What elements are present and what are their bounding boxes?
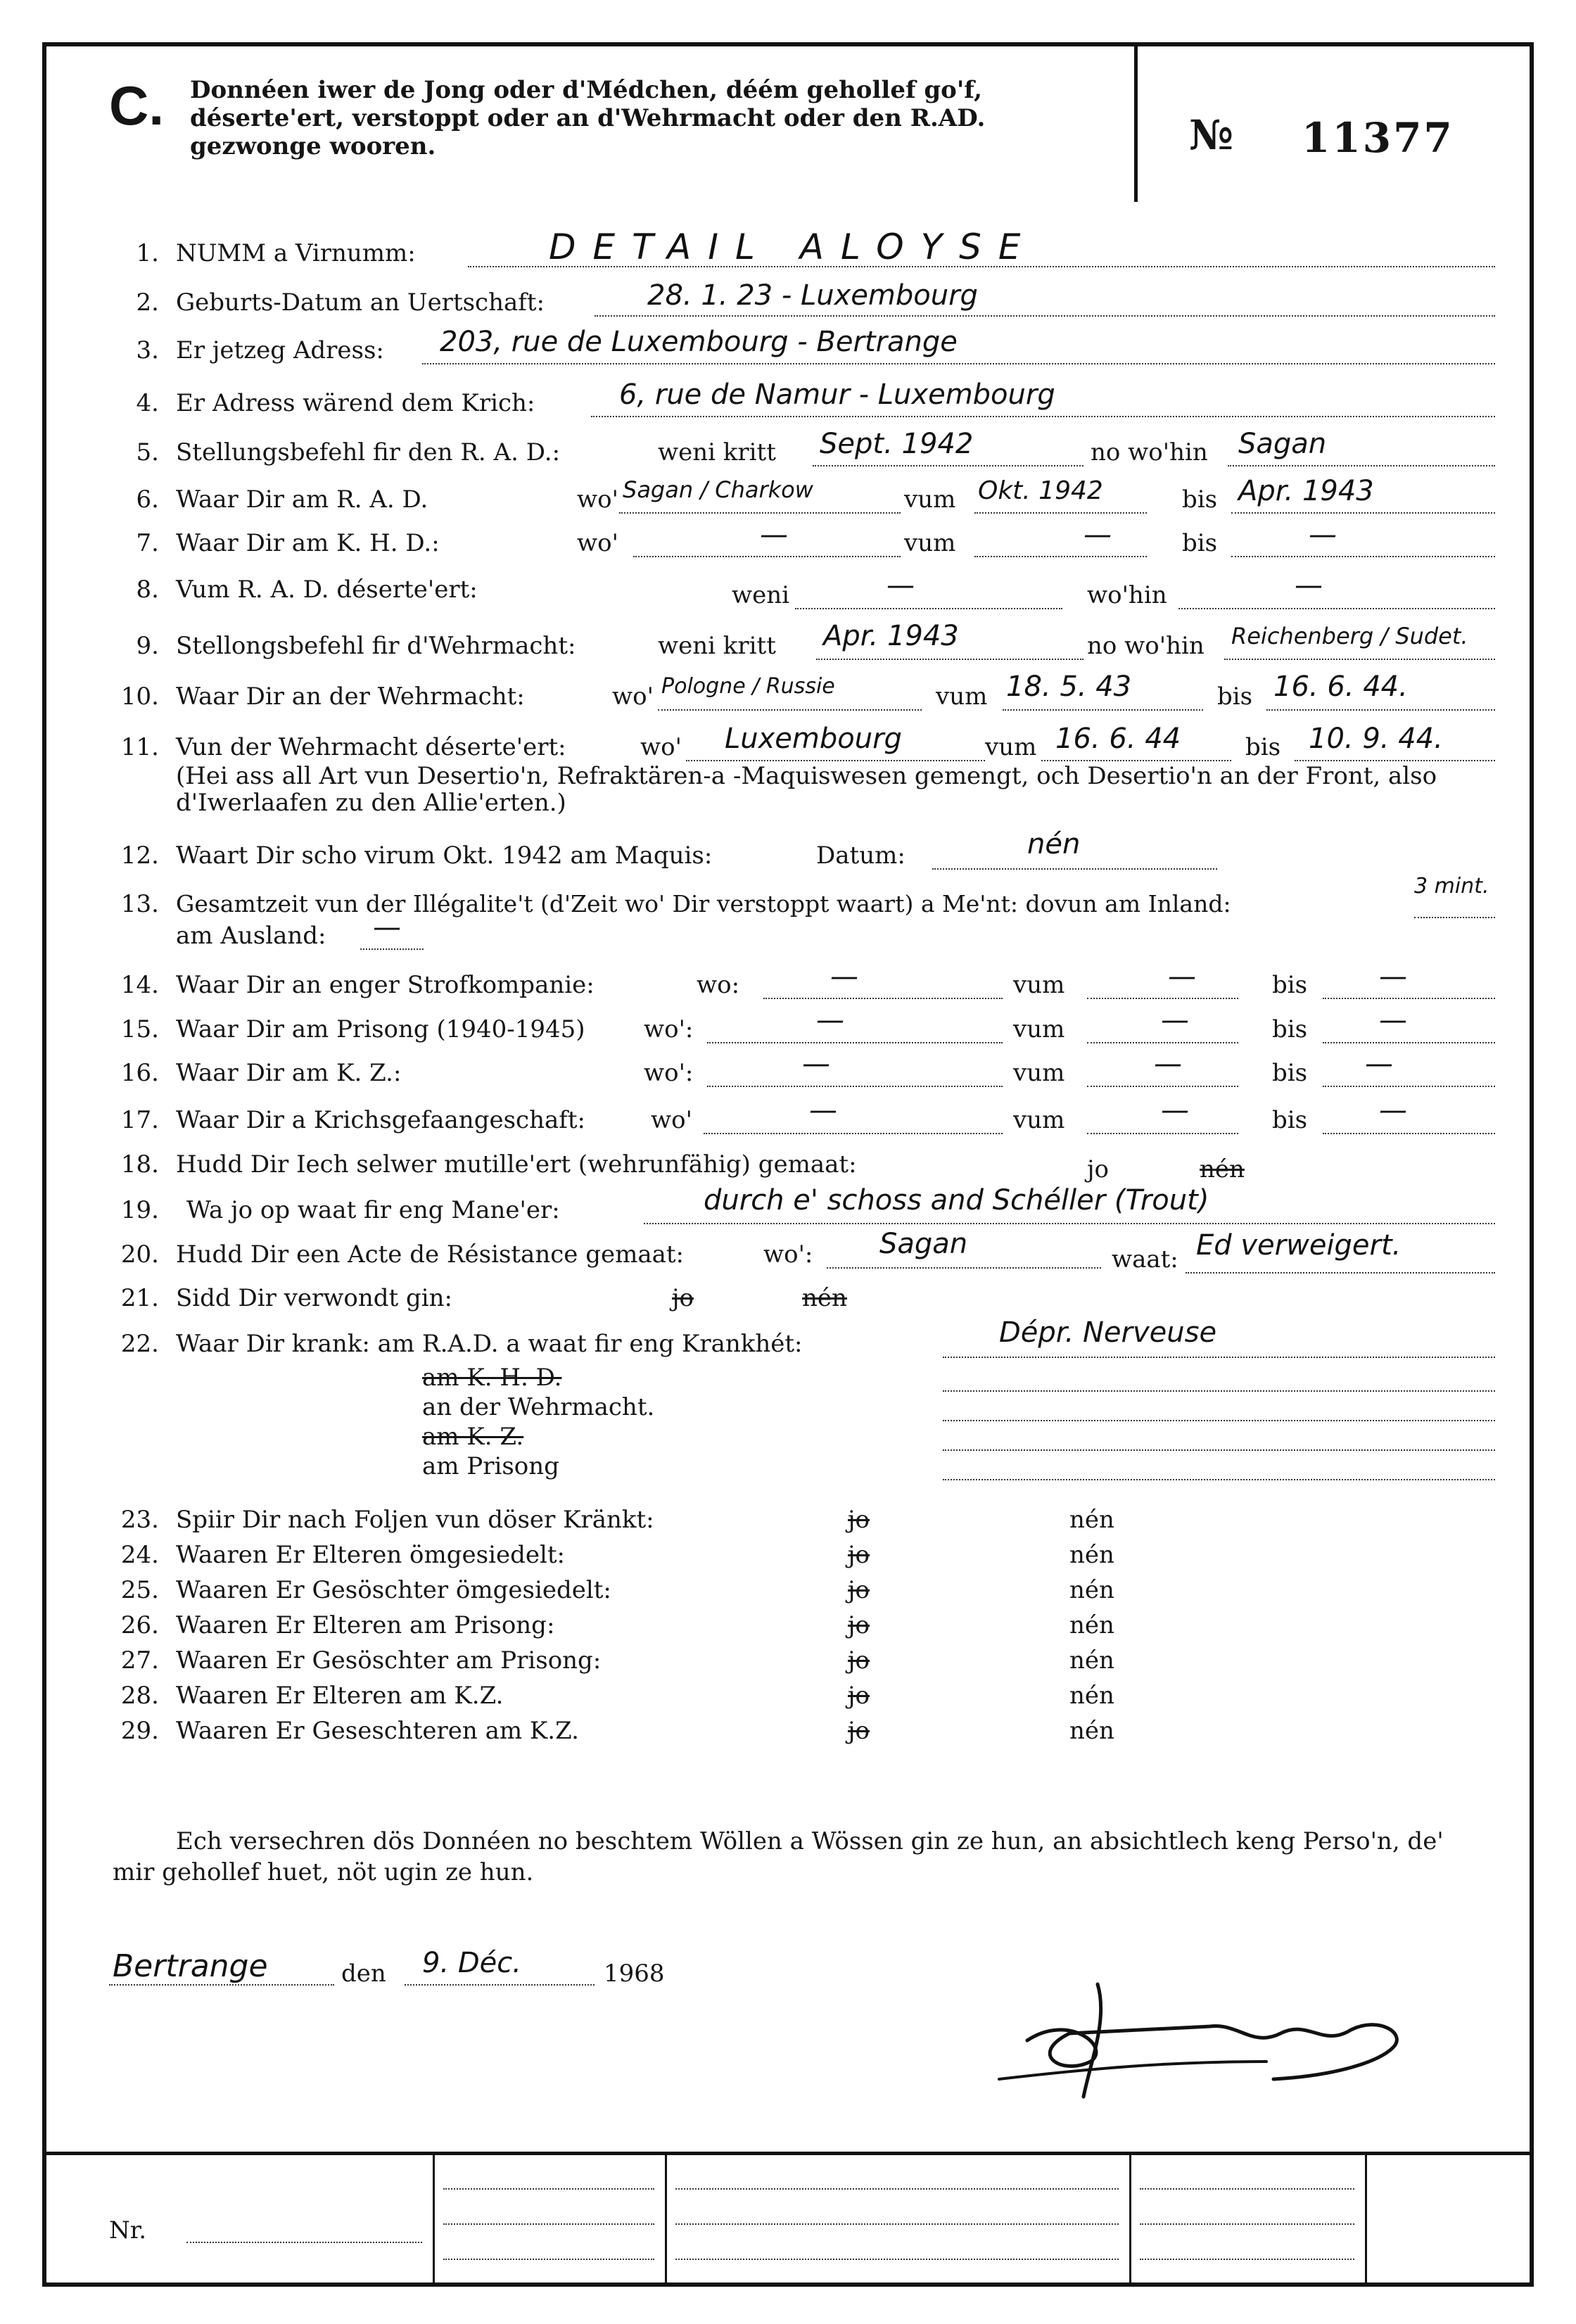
answer-line	[943, 1390, 1495, 1392]
row-number: 29.	[120, 1717, 159, 1745]
footer-line	[675, 2259, 1119, 2260]
declaration-text: Ech versechren dös Donnéen no beschtem Wöllen a Wössen gin ze hun, an absichtlech keng Perso'n, de' mir gehollef huet, nöt ugin ze hun.	[113, 1827, 1444, 1886]
answer-value: —	[1161, 1094, 1189, 1126]
field-label: vum	[1013, 1059, 1065, 1087]
answer-value: —	[1295, 569, 1323, 602]
answer-value: Dépr. Nerveuse	[999, 1316, 1217, 1349]
row-number: 18.	[120, 1150, 159, 1179]
field-label: bis	[1272, 1106, 1308, 1134]
footer-line	[1140, 2188, 1354, 2190]
answer-line	[1087, 998, 1238, 999]
answer-line	[644, 1223, 1495, 1224]
row-label: Waar Dir am K. Z.:	[176, 1059, 402, 1087]
answer-value: —	[1168, 960, 1196, 993]
answer-line	[633, 556, 901, 557]
answer-line	[109, 1984, 334, 1986]
row-number: 16.	[120, 1059, 159, 1087]
option-nen: nén	[1069, 1646, 1114, 1675]
footer-column-divider	[1365, 2154, 1367, 2285]
field-label: weni	[732, 581, 789, 609]
answer-line	[1186, 1272, 1495, 1274]
row-number: 21.	[120, 1284, 159, 1312]
answer-value: —	[1084, 519, 1112, 551]
answer-value: —	[760, 519, 788, 551]
row-label: Waar Dir krank: am R.A.D. a waat fir eng Krankhét:	[176, 1330, 803, 1358]
field-label: wo'	[577, 485, 618, 514]
field-label: wo'hin	[1087, 581, 1167, 609]
answer-line	[974, 556, 1147, 557]
answer-value: durch e' schoss and Schéller (Trout)	[704, 1184, 1209, 1217]
option-jo: jo	[1087, 1155, 1110, 1183]
answer-line	[422, 363, 1495, 364]
answer-line	[1231, 556, 1495, 557]
answer-value: Sagan	[1238, 428, 1327, 460]
footer-line	[1140, 2259, 1354, 2260]
answer-value: —	[1379, 1004, 1407, 1036]
answer-value: nén	[1027, 828, 1081, 861]
answer-value: —	[1379, 1094, 1407, 1126]
field-label: vum	[1013, 1106, 1065, 1134]
answer-line	[619, 512, 901, 514]
answer-line	[405, 1984, 595, 1986]
field-label: vum	[904, 485, 956, 514]
answer-line	[1323, 1042, 1495, 1043]
field-label: wo'	[612, 682, 654, 711]
field-label: wo':	[644, 1015, 694, 1043]
row-label: Waaren Er Geseschteren am K.Z.	[176, 1717, 579, 1745]
row-number: 19.	[120, 1196, 159, 1224]
option-jo-struck: jo	[848, 1646, 870, 1675]
row-number: 24.	[120, 1541, 159, 1569]
answer-line	[943, 1449, 1495, 1451]
row-label: Waar Dir am Prisong (1940-1945)	[176, 1015, 585, 1043]
option-nen-struck: nén	[802, 1284, 847, 1312]
answer-birth: 28. 1. 23 - Luxembourg	[647, 279, 978, 312]
answer-value: —	[816, 1004, 844, 1036]
answer-line	[591, 416, 1495, 417]
row-label: Sidd Dir verwondt gin:	[176, 1284, 452, 1312]
option-nen: nén	[1069, 1576, 1114, 1604]
signature-year: 1968	[604, 1960, 665, 1988]
answer-line	[1231, 512, 1495, 514]
row-number: 9.	[136, 632, 159, 660]
row-number: 22.	[120, 1330, 159, 1358]
answer-line	[595, 315, 1495, 317]
field-label: vum	[985, 733, 1037, 761]
answer-line	[1041, 760, 1231, 761]
answer-line	[943, 1357, 1495, 1358]
answer-line	[360, 948, 424, 950]
answer-line	[1178, 608, 1495, 609]
field-label: bis	[1182, 529, 1218, 557]
option-nen: nén	[1069, 1682, 1114, 1710]
field-label: bis	[1182, 485, 1218, 514]
row-label: Waar Dir a Krichsgefaangeschaft:	[176, 1106, 585, 1134]
row-number: 8.	[136, 576, 159, 604]
answer-value: —	[1161, 1004, 1189, 1036]
row11-note: (Hei ass all Art vun Desertio'n, Refraktären-a -Maquiswesen gemengt, och Desertio'n an der Front, also d'Iwerlaafen zu den Allie'erten.)	[176, 762, 1437, 817]
footer-column-divider	[433, 2154, 435, 2285]
row-label: Waaren Er Gesöschter am Prisong:	[176, 1646, 602, 1675]
form-title: Donnéen iwer de Jong oder d'Médchen, déém gehollef go'f, déserte'ert, verstoppt oder an d'Wehrmacht oder den R.AD. gezwonge wooren.	[190, 76, 986, 160]
row-number: 26.	[120, 1611, 159, 1639]
answer-value: —	[1309, 519, 1337, 551]
row-label: Spiir Dir nach Foljen vun döser Kränkt:	[176, 1506, 654, 1534]
field-label: bis	[1217, 682, 1253, 711]
row-number: 27.	[120, 1646, 159, 1675]
sub-label: an der Wehrmacht.	[422, 1393, 655, 1421]
answer-line	[974, 512, 1147, 514]
row-label: Gesamtzeit vun der Illégalite't (d'Zeit wo' Dir verstoppt waart) a Me'nt: dovun am Inland:	[176, 890, 1231, 917]
field-label: wo:	[697, 971, 740, 999]
answer-value: Sept. 1942	[820, 428, 974, 460]
footer-line	[186, 2242, 422, 2243]
footer-line	[675, 2188, 1119, 2190]
field-label: bis	[1272, 1059, 1308, 1087]
field-label: Datum:	[816, 842, 905, 870]
answer-value: —	[1379, 960, 1407, 993]
option-jo-struck: jo	[848, 1717, 870, 1745]
row-number: 15.	[120, 1015, 159, 1043]
field-label: wo':	[644, 1059, 694, 1087]
answer-value: 3 mint.	[1414, 874, 1489, 899]
answer-line	[943, 1420, 1495, 1421]
row-label: Vun der Wehrmacht déserte'ert:	[176, 733, 566, 761]
option-jo-struck: jo	[848, 1682, 870, 1710]
option-nen-struck: nén	[1200, 1155, 1245, 1183]
option-nen: nén	[1069, 1506, 1114, 1534]
row-number: 7.	[136, 529, 159, 557]
answer-line	[816, 659, 1084, 660]
row-number: 13.	[120, 890, 159, 918]
row-number: 23.	[120, 1506, 159, 1534]
answer-value: —	[830, 960, 858, 993]
row-label: Vum R. A. D. déserte'ert:	[176, 576, 478, 604]
answer-line	[1087, 1042, 1238, 1043]
row-label: Waaren Er Gesöschter ömgesiedelt:	[176, 1576, 611, 1604]
answer-line	[1087, 1133, 1238, 1134]
answer-name: DETAIL ALOYSE	[549, 227, 1038, 267]
signature-place: Bertrange	[113, 1948, 268, 1984]
field-label: bis	[1272, 1015, 1308, 1043]
field-label: weni kritt	[658, 632, 776, 660]
answer-line	[1087, 1086, 1238, 1087]
answer-value: —	[1365, 1048, 1393, 1080]
answer-line	[795, 608, 1062, 609]
row-label: Waar Dir am K. H. D.:	[176, 529, 440, 557]
answer-line	[763, 998, 1003, 999]
row-number: 2.	[136, 288, 159, 317]
answer-value: 10. 9. 44.	[1309, 723, 1443, 755]
answer-line	[1323, 1086, 1495, 1087]
answer-value: 18. 5. 43	[1006, 671, 1132, 703]
row-label: Hudd Dir Iech selwer mutille'ert (wehrunfähig) gemaat:	[176, 1150, 857, 1179]
answer-line	[707, 1042, 1003, 1043]
answer-value: 16. 6. 44	[1055, 723, 1181, 755]
row-label: Wa jo op waat fir eng Mane'er:	[186, 1196, 560, 1224]
answer-value: 16. 6. 44.	[1273, 671, 1408, 703]
answer-line	[1224, 659, 1495, 660]
field-label: wo':	[763, 1240, 813, 1269]
row-number: 25.	[120, 1576, 159, 1604]
field-label: no wo'hin	[1087, 632, 1205, 660]
row-label: Er Adress wärend dem Krich:	[176, 389, 535, 417]
answer-value: —	[887, 569, 915, 602]
row-label: Waaren Er Elteren ömgesiedelt:	[176, 1541, 565, 1569]
header-divider	[1134, 46, 1138, 202]
footer-column-divider	[1129, 2154, 1131, 2285]
answer-value: Ed verweigert.	[1196, 1229, 1402, 1262]
field-label: weni kritt	[658, 438, 776, 466]
answer-line	[1295, 760, 1495, 761]
answer-value: —	[802, 1048, 830, 1080]
sub-label: am Prisong	[422, 1452, 559, 1480]
row-number: 10.	[120, 682, 159, 711]
row-label: NUMM a Virnumm:	[176, 239, 416, 267]
row-number: 17.	[120, 1106, 159, 1134]
row-label: Waart Dir scho virum Okt. 1942 am Maquis:	[176, 842, 713, 870]
option-nen: nén	[1069, 1717, 1114, 1745]
row-label: Er jetzeg Adress:	[176, 336, 384, 364]
row-number: 5.	[136, 438, 159, 466]
field-label: wo'	[651, 1106, 692, 1134]
option-jo-struck: jo	[848, 1611, 870, 1639]
row-label: Waaren Er Elteren am Prisong:	[176, 1611, 555, 1639]
row-label: Stellungsbefehl fir den R. A. D.:	[176, 438, 561, 466]
footer-top-rule	[42, 2152, 1534, 2155]
footer-nr-label: Nr.	[109, 2216, 147, 2244]
answer-value: Pologne / Russie	[661, 674, 835, 699]
row-number: 4.	[136, 389, 159, 417]
field-label: waat:	[1112, 1245, 1178, 1274]
answer-address: 203, rue de Luxembourg - Bertrange	[440, 326, 958, 358]
sub-label: am K. H. D.	[422, 1364, 562, 1392]
row-number: 14.	[120, 971, 159, 999]
option-jo-struck: jo	[848, 1576, 870, 1604]
form-number: 11377	[1302, 114, 1454, 162]
answer-line	[704, 1133, 1003, 1134]
field-label: wo'	[640, 733, 682, 761]
option-nen: nén	[1069, 1611, 1114, 1639]
footer-line	[443, 2223, 654, 2225]
option-jo-struck: jo	[848, 1541, 870, 1569]
answer-war-address: 6, rue de Namur - Luxembourg	[619, 379, 1055, 411]
answer-line	[827, 1267, 1101, 1269]
answer-value: Luxembourg	[725, 723, 902, 755]
field-label: vum	[904, 529, 956, 557]
answer-line	[658, 709, 922, 711]
answer-value: —	[1154, 1048, 1182, 1080]
den-label: den	[341, 1960, 386, 1988]
answer-value: —	[373, 911, 401, 944]
row-number: 12.	[120, 842, 159, 870]
row-label: Waar Dir am R. A. D.	[176, 485, 428, 514]
answer-value: Apr. 1943	[1238, 475, 1374, 507]
answer-line	[686, 760, 985, 761]
row-number: 20.	[120, 1240, 159, 1269]
option-jo-struck: jo	[672, 1284, 694, 1312]
footer-column-divider	[665, 2154, 667, 2285]
form-section-code: C.	[109, 75, 164, 136]
answer-line	[1323, 998, 1495, 999]
answer-line	[1266, 709, 1495, 711]
row-number: 6.	[136, 485, 159, 514]
answer-value: Sagan / Charkow	[623, 476, 813, 503]
answer-line	[1323, 1133, 1495, 1134]
signature-date: 9. Déc.	[422, 1947, 521, 1979]
answer-value: Apr. 1943	[823, 620, 959, 652]
answer-line	[1414, 917, 1495, 918]
row-label: Geburts-Datum an Uertschaft:	[176, 288, 545, 317]
field-label: wo'	[577, 529, 618, 557]
number-sign: №	[1189, 111, 1234, 159]
answer-line	[1003, 709, 1203, 711]
footer-line	[443, 2259, 654, 2260]
row-label: Hudd Dir een Acte de Résistance gemaat:	[176, 1240, 684, 1269]
answer-value: Okt. 1942	[978, 476, 1103, 505]
row-number: 1.	[136, 239, 159, 267]
field-label: vum	[936, 682, 988, 711]
footer-line	[443, 2188, 654, 2190]
answer-line	[1228, 465, 1495, 466]
row-label: Waar Dir an der Wehrmacht:	[176, 682, 525, 711]
option-nen: nén	[1069, 1541, 1114, 1569]
field-label: vum	[1013, 971, 1065, 999]
answer-line	[932, 868, 1217, 870]
row-number: 28.	[120, 1682, 159, 1710]
answer-value: Sagan	[879, 1228, 968, 1260]
footer-line	[1140, 2223, 1354, 2225]
answer-line	[813, 465, 1084, 466]
answer-value: —	[809, 1094, 837, 1126]
option-jo-struck: jo	[848, 1506, 870, 1534]
row-label: Waaren Er Elteren am K.Z.	[176, 1682, 504, 1710]
field-label: bis	[1272, 971, 1308, 999]
footer-line	[675, 2223, 1119, 2225]
answer-line	[943, 1479, 1495, 1480]
row-label: am Ausland:	[176, 922, 326, 950]
row-label: Stellongsbefehl fir d'Wehrmacht:	[176, 632, 576, 660]
row-number: 3.	[136, 336, 159, 364]
answer-line	[707, 1086, 1003, 1087]
row-label: Waar Dir an enger Strofkompanie:	[176, 971, 595, 999]
field-label: bis	[1245, 733, 1281, 761]
field-label: vum	[1013, 1015, 1065, 1043]
handwritten-signature	[985, 1956, 1463, 2132]
answer-value: Reichenberg / Sudet.	[1231, 623, 1468, 649]
sub-label: am K. Z.	[422, 1423, 524, 1451]
field-label: no wo'hin	[1091, 438, 1208, 466]
row-number: 11.	[120, 733, 159, 761]
